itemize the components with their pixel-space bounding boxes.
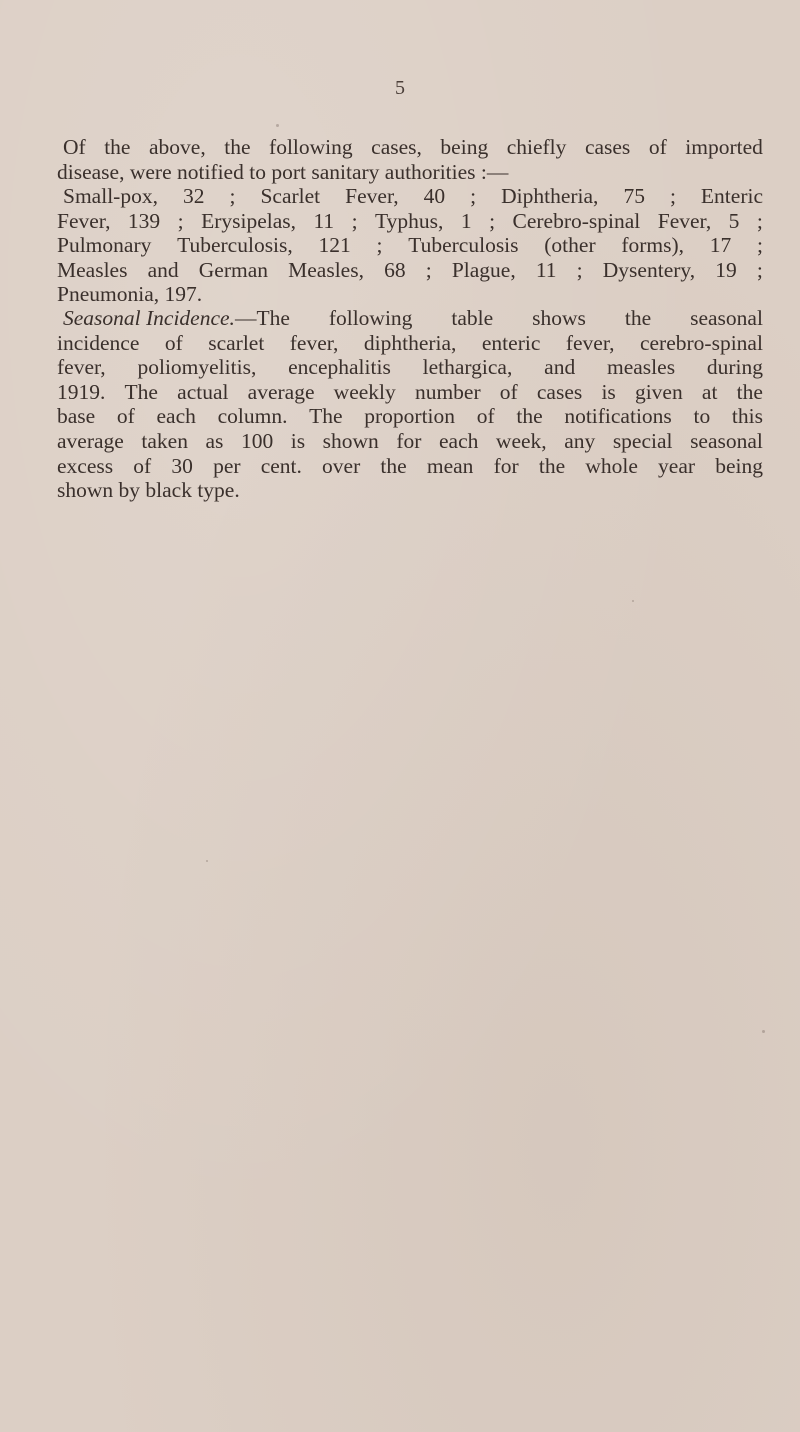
word: Erysipelas, — [201, 208, 296, 233]
word: ; — [489, 208, 496, 233]
word: table — [451, 306, 494, 330]
word: 19 — [715, 257, 737, 282]
word: scarlet — [208, 330, 265, 355]
word: Pulmonary — [57, 233, 152, 258]
word: 68 — [384, 257, 406, 282]
word: Tuberculosis — [408, 233, 519, 258]
paragraph-line — [57, 331, 763, 356]
word: German — [198, 257, 268, 282]
word: fever, — [289, 330, 339, 355]
paper-speck — [276, 124, 279, 127]
word: as — [205, 428, 224, 453]
word: cases — [536, 379, 583, 404]
paragraph-line — [57, 355, 763, 380]
paragraph-heading-line — [57, 306, 763, 331]
word: Fever, — [57, 208, 111, 233]
word: ; — [376, 233, 383, 258]
word: 40 — [423, 184, 446, 208]
word: actual — [177, 379, 229, 404]
paragraph-seasonal-incidence — [57, 306, 763, 503]
word: Plague, — [451, 257, 516, 282]
word: imported — [685, 135, 763, 159]
word: following — [328, 306, 413, 330]
paragraph-line — [57, 135, 763, 160]
word: lethargica, — [422, 355, 513, 380]
word: ; — [470, 184, 477, 208]
paragraph-line — [57, 209, 763, 234]
word: the — [104, 135, 131, 159]
paragraph-line — [57, 233, 763, 258]
word: any — [564, 428, 596, 453]
paragraph-line: disease, were notified to port sanitary authorities :— — [57, 159, 509, 184]
word: fever, — [565, 330, 615, 355]
paragraph-line: Pneumonia, 197. — [57, 282, 203, 307]
word: is — [601, 379, 616, 404]
word: ; — [757, 233, 763, 258]
word: ; — [756, 208, 763, 233]
word: 121 — [318, 233, 351, 258]
word: at — [701, 379, 718, 404]
word: of — [133, 453, 152, 478]
word: Fever, — [345, 184, 399, 208]
word: week, — [495, 428, 547, 453]
word: given — [634, 379, 683, 404]
word: proportion — [364, 404, 456, 429]
word: 139 — [127, 208, 161, 233]
word: notifications — [564, 404, 672, 429]
word: Cerebro-spinal — [512, 208, 641, 233]
word: Dysentery, — [602, 257, 696, 282]
word: being — [440, 135, 489, 159]
word: incidence — [57, 330, 140, 355]
word: 5 — [728, 208, 740, 233]
word: each — [438, 428, 479, 453]
word: the — [736, 379, 763, 404]
word: Tuberculosis, — [177, 233, 293, 258]
word: Measles — [57, 257, 128, 282]
word: year — [658, 453, 696, 478]
word: per — [213, 453, 241, 478]
word: during — [706, 355, 763, 380]
word: 11 — [535, 257, 557, 282]
word: each — [156, 404, 196, 429]
word: ; — [756, 257, 763, 282]
word: the — [516, 404, 543, 429]
word: The — [309, 404, 343, 429]
word: over — [322, 453, 361, 478]
paragraph-line — [235, 306, 763, 331]
word: the — [538, 453, 566, 478]
word: the — [380, 453, 407, 478]
word: of — [116, 404, 135, 429]
word: following — [269, 135, 353, 159]
word: special — [612, 428, 673, 453]
word: Enteric — [700, 184, 763, 208]
paper-speck — [632, 600, 634, 602]
word: ; — [669, 184, 676, 208]
word: 100 — [240, 428, 274, 453]
paper-speck — [206, 860, 208, 862]
word: chiefly — [506, 135, 567, 159]
word: Scarlet — [260, 184, 321, 208]
word: ; — [351, 208, 358, 233]
word: 17 — [709, 233, 732, 258]
word: fever, — [57, 355, 106, 380]
word: the — [624, 306, 652, 330]
word: for — [493, 453, 519, 478]
word: Diphtheria, — [501, 184, 599, 208]
word: excess — [57, 453, 114, 478]
paragraph-line — [57, 429, 763, 454]
word: 75 — [623, 184, 645, 208]
word: encephalitis — [288, 355, 391, 380]
page-number: 5 — [395, 77, 405, 99]
word: of — [164, 330, 183, 355]
word: poliomyelitis, — [137, 355, 257, 380]
paragraph-line — [57, 258, 763, 283]
word: above, — [149, 135, 206, 159]
word: shows — [532, 306, 586, 330]
word: of — [499, 379, 518, 404]
paragraph-imported-disease — [57, 135, 763, 184]
word: 1 — [460, 208, 472, 233]
word: shown — [322, 428, 379, 453]
word: enteric — [481, 330, 541, 355]
word: mean — [426, 453, 474, 478]
paragraph-disease-list — [57, 184, 763, 307]
paragraph-line: shown by black type. — [57, 478, 240, 503]
word: Measles, — [288, 257, 364, 282]
word: 32 — [182, 184, 205, 208]
word: of — [476, 404, 495, 429]
word: this — [731, 404, 763, 429]
word: column. — [217, 404, 288, 429]
paragraph-line — [57, 454, 763, 479]
paragraph-line — [57, 404, 763, 429]
word: average — [57, 428, 124, 453]
paragraph-line — [57, 184, 763, 209]
word: cent. — [260, 453, 302, 478]
word: diphtheria, — [363, 330, 457, 355]
word: cases — [584, 135, 631, 159]
word: 30 — [171, 453, 193, 478]
word: is — [290, 428, 306, 453]
section-heading: Seasonal Incidence. — [63, 306, 235, 330]
word: Typhus, — [375, 208, 444, 233]
word: cases, — [371, 135, 422, 159]
word: Small-pox, — [63, 184, 158, 208]
word: —The — [234, 306, 290, 330]
word: whole — [585, 453, 638, 478]
word: weekly — [333, 379, 396, 404]
word: Of — [63, 135, 86, 159]
word: ; — [576, 257, 583, 282]
word: measles — [607, 355, 676, 380]
word: 11 — [313, 208, 335, 233]
word: of — [648, 135, 667, 159]
word: (other — [544, 233, 596, 258]
word: ; — [177, 208, 184, 233]
paper-speck — [762, 1030, 765, 1033]
word: 1919. — [57, 379, 106, 404]
word: forms), — [621, 233, 685, 258]
word: and — [147, 257, 179, 282]
word: seasonal — [690, 306, 763, 330]
word: ; — [425, 257, 432, 282]
word: ; — [229, 184, 236, 208]
paragraph-line — [57, 380, 763, 405]
word: being — [715, 453, 763, 478]
word: cerebro-spinal — [639, 330, 763, 355]
word: Fever, — [657, 208, 712, 233]
word: The — [124, 379, 158, 404]
word: for — [396, 428, 422, 453]
word: and — [544, 355, 576, 380]
word: seasonal — [690, 428, 763, 453]
word: taken — [141, 428, 188, 453]
word: to — [693, 404, 711, 429]
word: base — [57, 404, 96, 429]
word: number — [414, 379, 481, 404]
word: the — [224, 135, 251, 159]
word: average — [247, 379, 315, 404]
